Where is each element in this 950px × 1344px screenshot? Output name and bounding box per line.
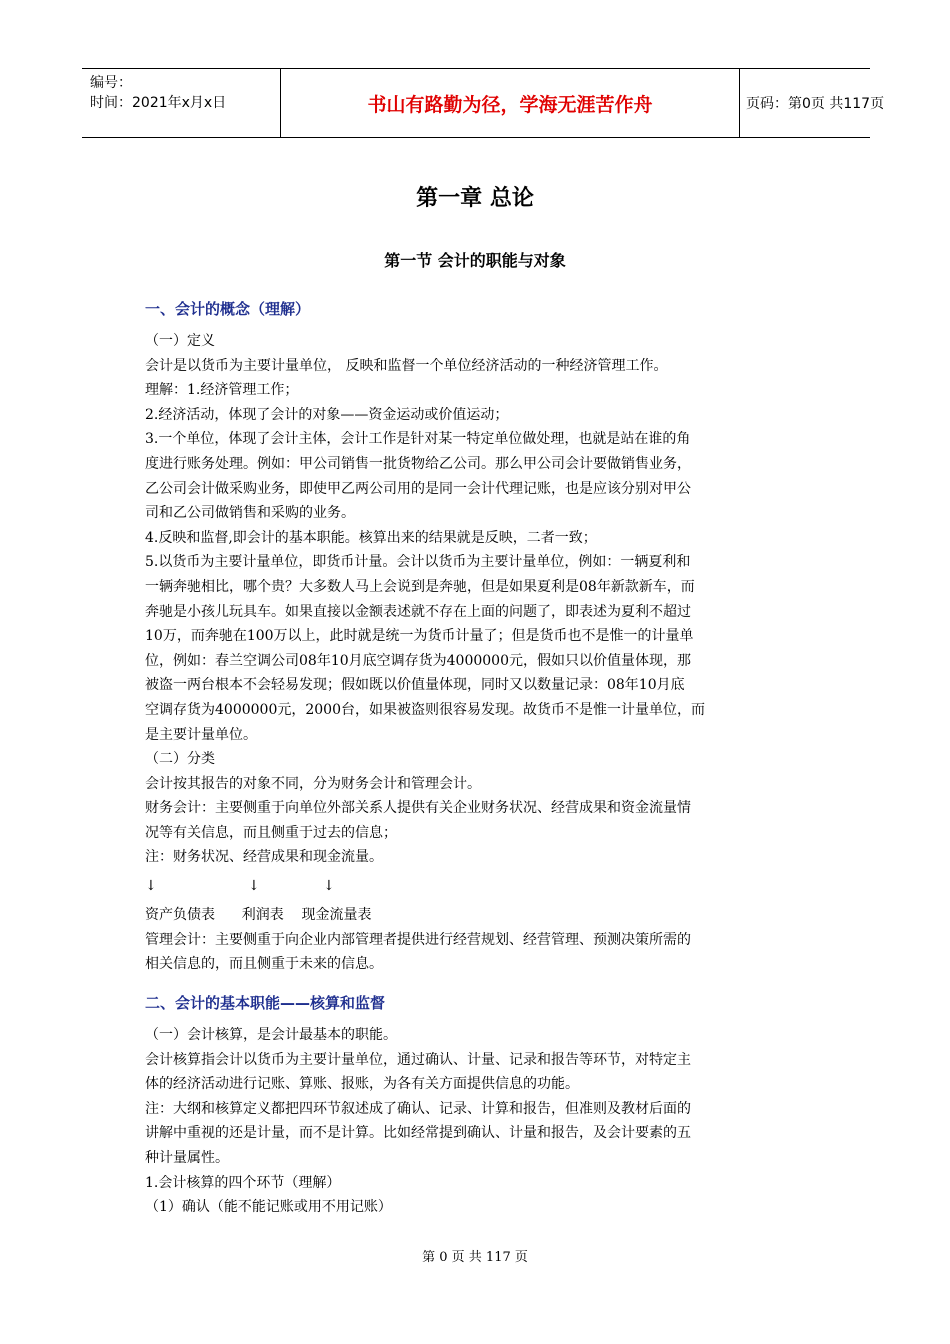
functions-body bbox=[145, 1023, 815, 1220]
text-line: 度进行账务处理。例如：甲公司销售一批货物给乙公司。那么甲公司会计要做销售业务， bbox=[145, 455, 691, 472]
text-line: （一）定义 bbox=[145, 333, 215, 349]
down-arrow-icon: ↓ bbox=[248, 878, 260, 894]
chapter-title: 第一章 总论 bbox=[416, 186, 534, 211]
text-line: 况等有关信息，而且侧重于过去的信息； bbox=[145, 824, 397, 841]
text-line: 3.一个单位，体现了会计主体，会计工作是针对某一特定单位做处理，也就是站在谁的角 bbox=[145, 431, 691, 448]
text-line: 会计核算指会计以货币为主要计量单位，通过确认、计量、记录和报告等环节，对特定主 bbox=[145, 1051, 691, 1068]
page-info: 页码：第0页 共117页 bbox=[746, 96, 885, 112]
text-line: 空调存货为4000000元，2000台，如果被盗则很容易发现。故货币不是惟一计量单位，而 bbox=[145, 701, 705, 718]
text-line: 管理会计：主要侧重于向企业内部管理者提供进行经营规划、经营管理、预测决策所需的 bbox=[145, 931, 691, 948]
down-arrow-icon: ↓ bbox=[145, 878, 157, 894]
statements-line bbox=[145, 903, 815, 977]
text-line: （1）确认（能不能记账或用不用记账） bbox=[145, 1199, 392, 1216]
text-line: 4.反映和监督,即会计的基本职能。核算出来的结果就是反映，二者一致； bbox=[145, 529, 597, 546]
text-line: 司和乙公司做销售和采购的业务。 bbox=[145, 505, 355, 522]
header-info-cell bbox=[82, 69, 280, 137]
text-line: 是主要计量单位。 bbox=[145, 726, 257, 743]
text-line: 会计是以货币为主要计量单位， 反映和监督一个单位经济活动的一种经济管理工作。 bbox=[145, 357, 668, 374]
text-line: 10万，而奔驰在100万以上，此时就是统一为货币计量了；但是货币也不是惟一的计量单 bbox=[145, 628, 694, 645]
heading-functions: 二、会计的基本职能——核算和监督 bbox=[145, 994, 386, 1012]
text-line: 注：大纲和核算定义都把四环节叙述成了确认、记录、计算和报告，但准则及教材后面的 bbox=[145, 1100, 691, 1117]
time-label: 时间：2021年x月x日 bbox=[90, 95, 227, 111]
text-line: 体的经济活动进行记账、算账、报账，为各有关方面提供信息的功能。 bbox=[145, 1076, 579, 1093]
text-line: 相关信息的，而且侧重于未来的信息。 bbox=[145, 956, 383, 973]
text-line: 位，例如：春兰空调公司08年10月底空调存货为4000000元，假如只以价值量体现，那 bbox=[145, 652, 691, 669]
text-line: 1.会计核算的四个环节（理解） bbox=[145, 1174, 341, 1191]
heading-concept: 一、会计的概念（理解） bbox=[145, 300, 311, 318]
text-line: 一辆奔驰相比，哪个贵？大多数人马上会说到是奔驰，但是如果夏利是08年新款新车，而 bbox=[145, 578, 695, 595]
text-line: 财务会计：主要侧重于向单位外部关系人提供有关企业财务状况、经营成果和资金流量情 bbox=[145, 800, 691, 817]
text-line: 讲解中重视的还是计量，而不是计算。比如经常提到确认、计量和报告，及会计要素的五 bbox=[145, 1125, 691, 1142]
number-label: 编号： bbox=[90, 75, 132, 91]
down-arrow-icon: ↓ bbox=[323, 878, 335, 894]
section-title: 第一节 会计的职能与对象 bbox=[384, 251, 566, 270]
text-line: 理解：1.经济管理工作； bbox=[145, 382, 299, 399]
text-line: （二）分类 bbox=[145, 751, 215, 768]
text-line: （一）会计核算，是会计最基本的职能。 bbox=[145, 1027, 397, 1043]
text-line: 奔驰是小孩儿玩具车。如果直接以金额表述就不存在上面的问题了，即表述为夏利不超过 bbox=[145, 603, 691, 620]
text-line: 乙公司会计做采购业务，即使甲乙两公司用的是同一会计代理记账，也是应该分别对甲公 bbox=[145, 480, 691, 497]
header-table bbox=[82, 68, 885, 138]
concept-body bbox=[145, 329, 815, 870]
text-line: 被盗一两台根本不会轻易发现；假如既以价值量体现，同时又以数量记录：08年10月底 bbox=[145, 677, 685, 694]
text-line: 会计按其报告的对象不同，分为财务会计和管理会计。 bbox=[145, 775, 481, 792]
statements-list: 资产负债表 利润表 现金流量表 bbox=[145, 907, 372, 923]
page-footer: 第 0 页 共 117 页 bbox=[422, 1250, 528, 1265]
text-line: 种计量属性。 bbox=[145, 1149, 229, 1166]
text-line: 5.以货币为主要计量单位，即货币计量。会计以货币为主要计量单位，例如：一辆夏利和 bbox=[145, 554, 691, 571]
text-line: 注：财务状况、经营成果和现金流量。 bbox=[145, 849, 383, 866]
motto: 书山有路勤为径，学海无涯苦作舟 bbox=[280, 69, 740, 137]
text-line: 2.经济活动，体现了会计的对象——资金运动或价值运动； bbox=[145, 406, 509, 423]
